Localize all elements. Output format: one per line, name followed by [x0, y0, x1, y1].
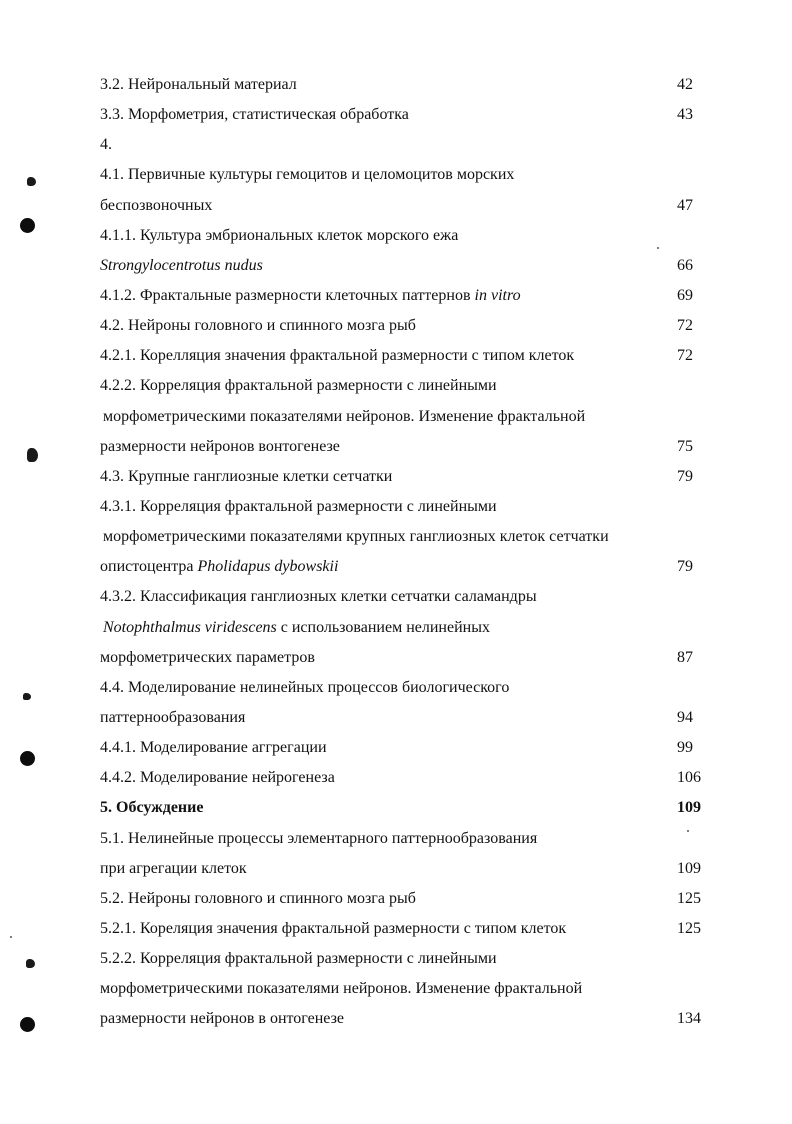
toc-entry-title: [100, 793, 203, 823]
toc-entry-title: [100, 854, 247, 884]
toc-entry-title: [100, 1004, 344, 1034]
toc-entry-title: [100, 914, 566, 944]
toc-line: [100, 763, 710, 793]
toc-line: [100, 191, 710, 221]
toc-page-number: 75: [677, 437, 693, 455]
toc-page-number: 94: [677, 708, 693, 726]
toc-line: [100, 1004, 710, 1034]
toc-line: [100, 643, 710, 673]
scan-speck: [687, 830, 689, 832]
toc-entry-title: [100, 221, 458, 251]
toc-text-run: размерности нейронов вонтогенезе: [100, 437, 340, 455]
toc-text-run: 5.2.1. Кореляция значения фрактальной размерности с типом клеток: [100, 919, 567, 937]
toc-text-run: 4.1. Первичные культуры гемоцитов и целомоцитов морских: [100, 166, 515, 184]
toc-text-run: 5.1. Нелинейные процессы элементарного паттернообразования: [100, 829, 538, 847]
toc-text-run: при агрегации клеток: [100, 859, 247, 877]
toc-line: [100, 824, 710, 854]
toc-line: [100, 371, 710, 401]
toc-line: [100, 492, 710, 522]
toc-entry-title: [100, 492, 497, 522]
toc-text-run: 5.2.2. Корреляция фрактальной размерности с линейными: [100, 950, 497, 968]
toc-line: [100, 914, 710, 944]
toc-entry-title: [100, 673, 509, 703]
toc-line: [100, 793, 710, 823]
toc-text-run: in vitro: [474, 286, 521, 304]
toc-page-number: 109: [677, 859, 701, 877]
toc-line: [100, 522, 710, 552]
scan-speck: [657, 247, 659, 249]
scan-blot: [27, 448, 38, 462]
toc-text-run: опистоцентра: [100, 558, 198, 576]
toc-text-run: Notophthalmus viridescens: [103, 618, 277, 636]
toc-entry-title: [100, 944, 497, 974]
scan-speck: [10, 936, 12, 938]
toc-entry-title: [100, 251, 263, 281]
toc-text-run: 4.3.2. Классификация ганглиозных клетки сетчатки саламандры: [100, 588, 537, 606]
toc-line: [100, 944, 710, 974]
toc-text-run: 4.1.1. Культура эмбриональных клеток морского ежа: [100, 226, 459, 244]
toc-entry-title: [100, 884, 416, 914]
toc-entry-title: [100, 281, 521, 311]
toc-text-run: морфометрическими показателями нейронов. Изменение фрактальной: [103, 407, 586, 425]
toc-text-run: 4.: [100, 136, 112, 154]
toc-entry-title: [100, 311, 416, 341]
toc-entry-title: [100, 643, 315, 673]
binder-hole: [20, 218, 35, 233]
toc-entry-title: [100, 763, 335, 793]
toc-line: [100, 251, 710, 281]
toc-text-run: размерности нейронов в онтогенезе: [100, 1010, 345, 1028]
toc-entry-title: [100, 371, 497, 401]
toc-page-number: 109: [677, 799, 701, 817]
toc-text-run: беспозвоночных: [100, 196, 213, 214]
toc-text-run: 3.2. Нейрональный материал: [100, 76, 297, 93]
toc-text-run: 4.4. Моделирование нелинейных процессов биологического: [100, 678, 510, 696]
toc-page-number: 47: [677, 196, 693, 214]
toc-entry-title: [100, 462, 392, 492]
toc-text-run: морфометрических параметров: [100, 648, 315, 666]
toc-line: [100, 70, 710, 100]
toc-text-run: паттернообразования: [100, 708, 246, 726]
scan-blot: [23, 693, 31, 700]
toc-line: [100, 432, 710, 462]
toc-line: [100, 221, 710, 251]
toc-text-run: Pholidapus dybowskii: [197, 558, 339, 576]
toc-page-number: 134: [677, 1010, 701, 1028]
scan-blot: [27, 177, 36, 186]
toc-page-number: 87: [677, 648, 693, 666]
toc-page-number: 79: [677, 467, 693, 485]
toc-page-number: 72: [677, 317, 693, 335]
toc-line: [100, 462, 710, 492]
toc-text-run: 4.4.2. Моделирование нейрогенеза: [100, 769, 335, 787]
toc-entry-title: [100, 341, 574, 371]
toc-line: [100, 160, 710, 190]
toc-line: [100, 582, 710, 612]
toc-page-number: 69: [677, 286, 693, 304]
toc-text-run: 4.3. Крупные ганглиозные клетки сетчатки: [100, 467, 393, 485]
toc-entry-title: [100, 432, 340, 462]
toc-line: [100, 673, 710, 703]
toc-text-run: 4.2. Нейроны головного и спинного мозга рыб: [100, 317, 416, 335]
toc-line: [100, 552, 710, 582]
toc-text-run: 4.2.1. Корелляция значения фрактальной размерности с типом клеток: [100, 347, 575, 365]
toc-page-number: 66: [677, 256, 693, 274]
toc-text-run: 4.4.1. Моделирование аггрегации: [100, 739, 327, 757]
toc-entry-title: [100, 552, 338, 582]
toc-entry-title: [100, 191, 212, 221]
toc-entry-title: [103, 402, 585, 432]
toc-page-number: 79: [677, 558, 693, 576]
toc-text-run: с использованием нелинейных: [276, 618, 490, 636]
binder-hole: [20, 751, 35, 766]
toc-line: [100, 703, 710, 733]
toc-text-run: Обсуждение: [116, 799, 204, 817]
toc-line: [100, 311, 710, 341]
toc-line: [100, 733, 710, 763]
scan-blot: [26, 959, 35, 968]
toc-page-number: 72: [677, 347, 693, 365]
toc-line: [100, 402, 710, 432]
toc-page-number: 106: [677, 769, 701, 787]
toc-entry-title: [100, 100, 409, 130]
toc-entry-title: [100, 130, 112, 160]
toc-line: [100, 974, 710, 1004]
toc-page-number: 125: [677, 889, 701, 907]
toc-entry-title: [100, 974, 582, 1004]
toc-text-run: морфометрическими показателями нейронов. Изменение фрактальной: [100, 980, 583, 998]
toc-entry-title: [100, 824, 537, 854]
toc-line: [100, 100, 710, 130]
toc-line: [100, 281, 710, 311]
toc-text-run: Strongylocentrotus nudus: [100, 256, 263, 274]
toc-entry-title: [103, 522, 609, 552]
toc-text-run: 5.2. Нейроны головного и спинного мозга рыб: [100, 889, 416, 907]
toc-line: [100, 130, 710, 160]
toc-line: [100, 854, 710, 884]
toc-line: [100, 613, 710, 643]
toc-text-run: 3.3. Морфометрия, статистическая обработка: [100, 106, 409, 124]
toc-text-run: 4.1.2. Фрактальные размерности клеточных паттернов: [100, 286, 475, 304]
toc-page-number: 99: [677, 739, 693, 757]
toc-text-run: 5.: [100, 799, 116, 817]
toc-entry-title: [100, 70, 297, 100]
binder-hole: [20, 1017, 35, 1032]
toc-text-run: морфометрическими показателями крупных ганглиозных клеток сетчатки: [103, 528, 609, 546]
toc-entry-title: [100, 160, 514, 190]
toc-entry-title: [100, 733, 327, 763]
toc-page-number: 43: [677, 106, 693, 124]
toc-page-number: 42: [677, 76, 693, 93]
toc-text-run: 4.2.2. Корреляция фрактальной размерности с линейными: [100, 377, 497, 395]
table-of-contents: [100, 70, 710, 1035]
toc-entry-title: [100, 703, 245, 733]
toc-entry-title: [100, 582, 537, 612]
toc-line: [100, 884, 710, 914]
toc-line: [100, 341, 710, 371]
toc-page-number: 125: [677, 919, 701, 937]
toc-text-run: 4.3.1. Корреляция фрактальной размерности с линейными: [100, 497, 497, 515]
toc-entry-title: [103, 613, 490, 643]
